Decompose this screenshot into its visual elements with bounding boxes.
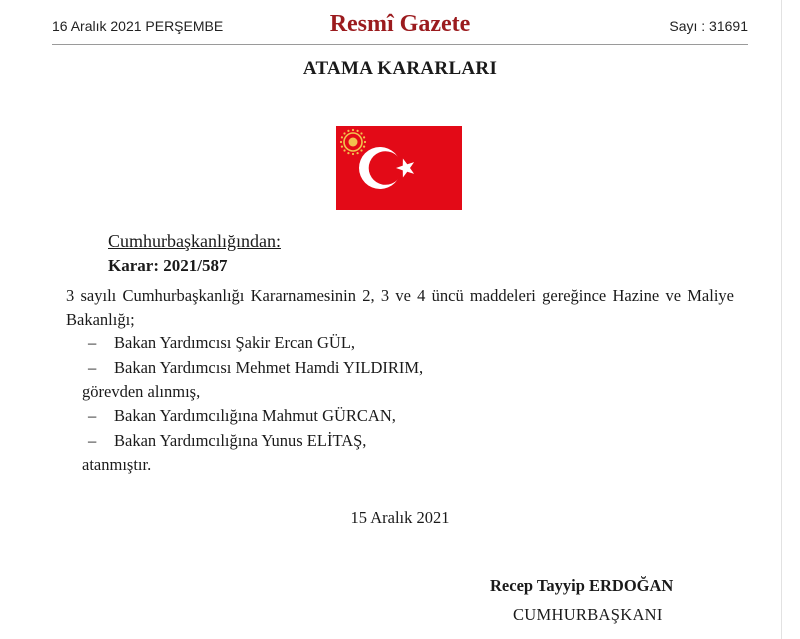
emblem-star-icon [340, 141, 342, 143]
signer-name: Recep Tayyip ERDOĞAN [490, 576, 674, 595]
list-item-text: Bakan Yardımcılığına Yunus ELİTAŞ, [114, 431, 367, 450]
gazette-title: Resmî Gazete [329, 11, 471, 37]
list-dash: – [88, 358, 97, 377]
list-item [88, 358, 423, 378]
emblem-star-icon [364, 141, 366, 143]
emblem-star-icon [341, 145, 343, 147]
list-dash: – [88, 333, 97, 352]
appointed-label: atanmıştır. [82, 455, 152, 474]
emblem-star-icon [356, 130, 358, 132]
emblem-star-icon [352, 153, 354, 155]
decision-number: Karar: 2021/587 [108, 256, 228, 275]
emblem-star-icon [343, 132, 345, 134]
emblem-star-icon [343, 149, 345, 151]
presidential-emblem-icon [340, 129, 366, 155]
list-item [88, 406, 396, 426]
list-dash: – [88, 406, 97, 425]
emblem-star-icon [352, 129, 354, 131]
emblem-star-icon [360, 149, 362, 151]
emblem-star-icon [360, 132, 362, 134]
list-dash: – [88, 431, 97, 450]
list-item [88, 333, 355, 353]
emblem-star-icon [356, 152, 358, 154]
presidential-flag-icon [336, 126, 462, 210]
dismissed-label: görevden alınmış, [82, 382, 201, 401]
issue-number: Sayı : 31691 [669, 18, 748, 34]
list-item-text: Bakan Yardımcılığına Mahmut GÜRCAN, [114, 406, 396, 425]
emblem-star-icon [347, 130, 349, 132]
emblem-star-icon [363, 136, 365, 138]
list-item-text: Bakan Yardımcısı Mehmet Hamdi YILDIRIM, [114, 358, 424, 377]
emblem-star-icon [341, 136, 343, 138]
list-item-text: Bakan Yardımcısı Şakir Ercan GÜL, [114, 333, 356, 352]
section-title: ATAMA KARARLARI [302, 58, 498, 79]
page-edge [781, 0, 782, 639]
header-date: 16 Aralık 2021 PERŞEMBE [52, 18, 224, 34]
gazette-header [52, 6, 748, 45]
emblem-star-icon [347, 152, 349, 154]
list-item [88, 431, 366, 451]
signer-title: CUMHURBAŞKANI [513, 605, 663, 624]
issuing-authority: Cumhurbaşkanlığından: [108, 231, 281, 251]
decree-paragraph: 3 sayılı Cumhurbaşkanlığı Kararnamesinin 2, 3 ve 4 üncü maddeleri gereğince Hazine ve Maliye Bakanlığı; [66, 286, 734, 329]
emblem-star-icon [363, 145, 365, 147]
signature-date: 15 Aralık 2021 [350, 508, 450, 527]
